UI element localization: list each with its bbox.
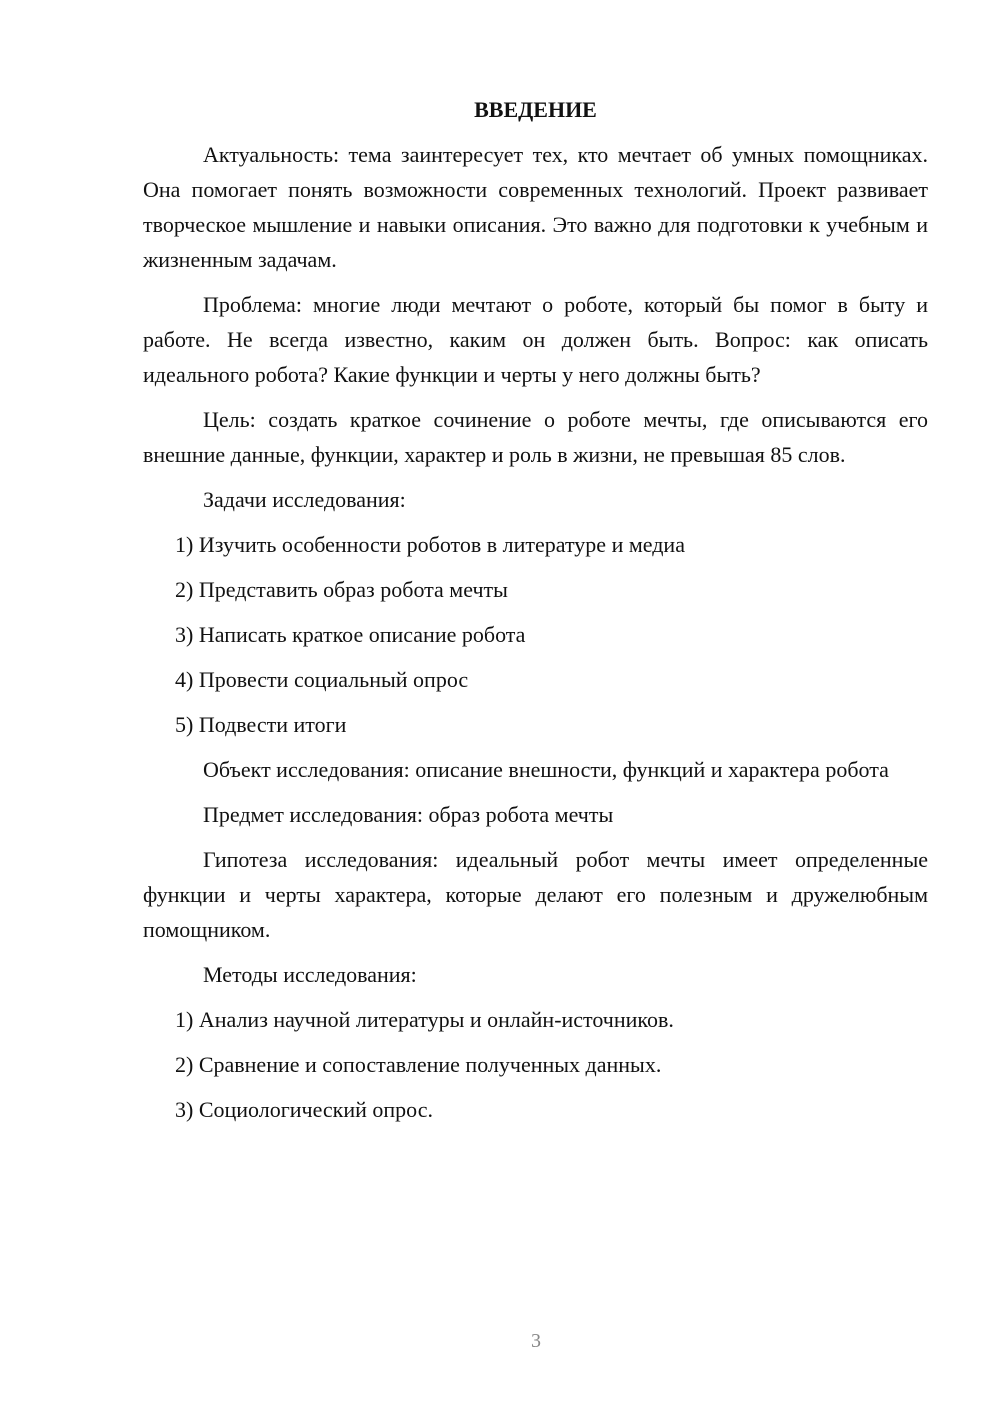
page-number: 3 xyxy=(531,1330,541,1352)
goal-paragraph: Цель: создать краткое сочинение о роботе мечты, где описываются его внешние данные, функции, характер и роль в жизни, не превышая 85 слов. xyxy=(143,407,928,467)
relevance-paragraph: Актуальность: тема заинтересует тех, кто мечтает об умных помощниках. Она помогает понять возможности современных технологий. Проект развивает творческое мышление и навыки описания. Это важно для подготовки к учебным и жизненным задачам. xyxy=(143,142,928,272)
task-item: 4) Провести социальный опрос xyxy=(175,667,469,692)
method-item: 2) Сравнение и сопоставление полученных данных. xyxy=(175,1052,662,1077)
methods-list xyxy=(143,1002,928,1127)
subject-paragraph: Предмет исследования: образ робота мечты xyxy=(203,802,614,827)
page-content xyxy=(143,92,928,1137)
tasks-heading: Задачи исследования: xyxy=(203,487,406,512)
section-title: ВВЕДЕНИЕ xyxy=(474,97,597,122)
methods-heading: Методы исследования: xyxy=(203,962,417,987)
problem-paragraph: Проблема: многие люди мечтают о роботе, который бы помог в быту и работе. Не всегда известно, каким он должен быть. Вопрос: как описать идеального робота? Какие функции и черты у него должны быть? xyxy=(143,292,928,387)
task-item: 5) Подвести итоги xyxy=(175,712,347,737)
method-item: 3) Социологический опрос. xyxy=(175,1097,433,1122)
tasks-list xyxy=(143,527,928,742)
object-paragraph: Объект исследования: описание внешности, функций и характера робота xyxy=(203,757,889,782)
task-item: 3) Написать краткое описание робота xyxy=(175,622,526,647)
method-item: 1) Анализ научной литературы и онлайн-источников. xyxy=(175,1007,674,1032)
task-item: 1) Изучить особенности роботов в литературе и медиа xyxy=(175,532,685,557)
hypothesis-paragraph: Гипотеза исследования: идеальный робот мечты имеет определенные функции и черты характера, которые делают его полезным и дружелюбным помощником. xyxy=(143,847,928,942)
task-item: 2) Представить образ робота мечты xyxy=(175,577,508,602)
